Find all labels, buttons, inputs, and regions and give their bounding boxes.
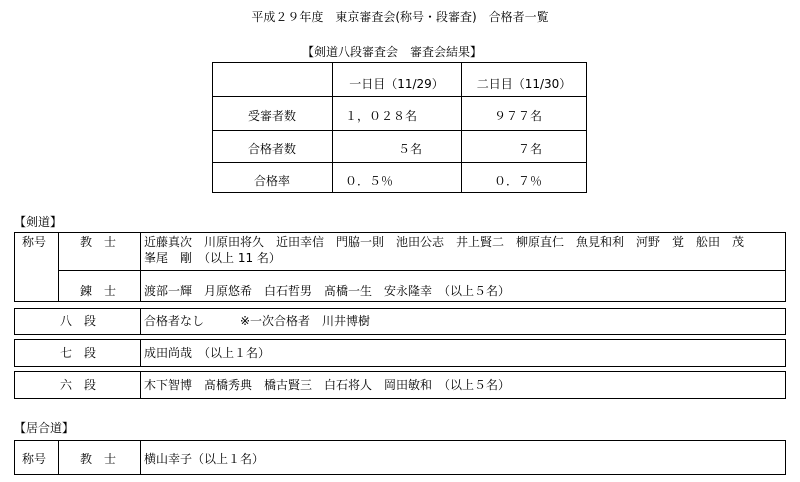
day2-pass-rate: ０．７％ xyxy=(494,174,543,188)
iaido-kyoshi-names: 横山幸子（以上１名） xyxy=(144,452,265,466)
iaido-shogo-label: 称号 xyxy=(22,452,47,466)
kendo-renshi-names: 渡部一輝 月原悠希 白石哲男 髙橋一生 安永隆幸 （以上５名） xyxy=(144,284,511,298)
iaido-kyoshi-label: 教 士 xyxy=(80,452,117,466)
iaido-heading: 【居合道】 xyxy=(14,421,75,435)
day2-examinees: ９７７名 xyxy=(494,109,543,123)
kendo-rokudan-names: 木下智博 髙橋秀典 橋古賢三 白石将人 岡田敏和 （以上５名） xyxy=(144,378,511,392)
kendo-nanadan-label: 七 段 xyxy=(60,346,97,360)
kendo-nanadan-names: 成田尚哉 （以上１名） xyxy=(144,346,271,360)
kendo-rokudan-label: 六 段 xyxy=(60,378,97,392)
kendo-shogo-label: 称号 xyxy=(22,235,47,249)
kendo-renshi-label: 錬 士 xyxy=(80,284,117,298)
kendo-kyoshi-names: 近藤真次 川原田将久 近田幸信 門脇一則 池田公志 井上賢二 柳原直仁 魚見和利 河野 覚 舩田 茂 xyxy=(144,235,745,249)
row-label-pass-rate: 合格率 xyxy=(253,174,290,188)
kendo-kyoshi-label: 教 士 xyxy=(80,235,117,249)
kendo-hachidan-label: 八 段 xyxy=(60,314,97,328)
row-label-passed: 合格者数 xyxy=(247,142,296,156)
page-title: 平成２９年度 東京審査会(称号・段審査) 合格者一覧 xyxy=(251,10,549,24)
day1-pass-rate: ０．５％ xyxy=(345,174,394,188)
hachidan-caption: 【剣道八段審査会 審査会結果】 xyxy=(302,45,483,59)
col-header-day1: 一日目（11/29） xyxy=(349,77,444,91)
day1-passed: ５名 xyxy=(398,142,423,156)
kendo-heading: 【剣道】 xyxy=(14,215,63,229)
col-header-day2: 二日目（11/30） xyxy=(476,77,572,91)
kendo-hachidan-names: 合格者なし ※一次合格者 川井博樹 xyxy=(144,314,371,328)
day1-examinees: １，０２８名 xyxy=(345,109,418,123)
row-label-examinees: 受審者数 xyxy=(247,109,296,123)
day2-passed: ７名 xyxy=(518,142,543,156)
kendo-kyoshi-names-cont: 峯尾 剛 （以上 11 名） xyxy=(144,251,281,265)
